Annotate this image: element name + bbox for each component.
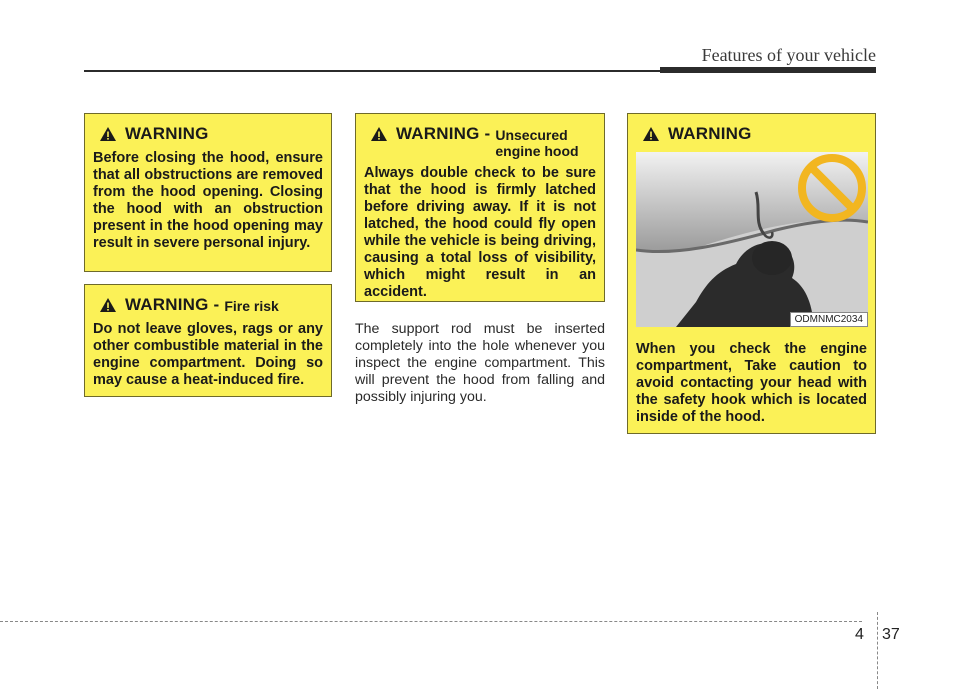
warning-triangle-icon	[370, 126, 388, 142]
warning-triangle-icon	[99, 297, 117, 313]
page-header-title: Features of your vehicle	[701, 45, 876, 65]
warning-unsecured-hood	[355, 113, 605, 302]
header-rule-accent	[660, 67, 876, 73]
warning-triangle-icon	[99, 126, 117, 142]
warning-title: WARNING	[668, 124, 752, 143]
warning-subtitle-line1: Unsecured	[495, 127, 568, 143]
warning-header	[99, 295, 323, 315]
warning-header	[370, 124, 596, 159]
warning-header	[642, 124, 867, 144]
warning-body: Do not leave gloves, rags or any other combustible material in the engine compartment. Doing so may cause a heat-induced fire.	[93, 321, 323, 388]
warning-title: WARNING -	[396, 124, 491, 143]
warning-hood-close	[84, 113, 332, 272]
engine-hood-image	[636, 152, 868, 327]
warning-title: WARNING -	[125, 295, 220, 314]
warning-fire-risk	[84, 284, 332, 397]
warning-triangle-icon	[642, 126, 660, 142]
support-rod-paragraph: The support rod must be inserted completely into the hole whenever you inspect the engine compartment. This will prevent the hood from falling and possibly injuring you.	[355, 321, 605, 405]
warning-title: WARNING	[125, 124, 209, 143]
image-code-label: ODMNMC2034	[790, 312, 868, 327]
footer-rule	[0, 621, 862, 622]
warning-header	[99, 124, 323, 144]
warning-subtitle: Fire risk	[224, 298, 279, 314]
section-number: 4	[855, 626, 864, 643]
footer-divider	[877, 612, 878, 689]
page-number: 37	[882, 626, 900, 643]
warning-subtitle-line2: engine hood	[495, 143, 579, 159]
warning-body: When you check the engine compartment, Take caution to avoid contacting your head with the safety hook which is located inside of the hood.	[636, 341, 867, 425]
warning-subtitle	[495, 127, 578, 159]
warning-body: Before closing the hood, ensure that all obstructions are removed from the hood opening. Closing the hood with an obstruction present in the hood opening may result in severe personal injury.	[93, 150, 323, 251]
warning-body: Always double check to be sure that the hood is firmly latched before driving away. If it is not latched, the hood could fly open while the vehicle is being driving, causing a total loss of visibility, which might result in an accident.	[364, 165, 596, 300]
hood-safety-hook-illustration	[636, 152, 868, 327]
